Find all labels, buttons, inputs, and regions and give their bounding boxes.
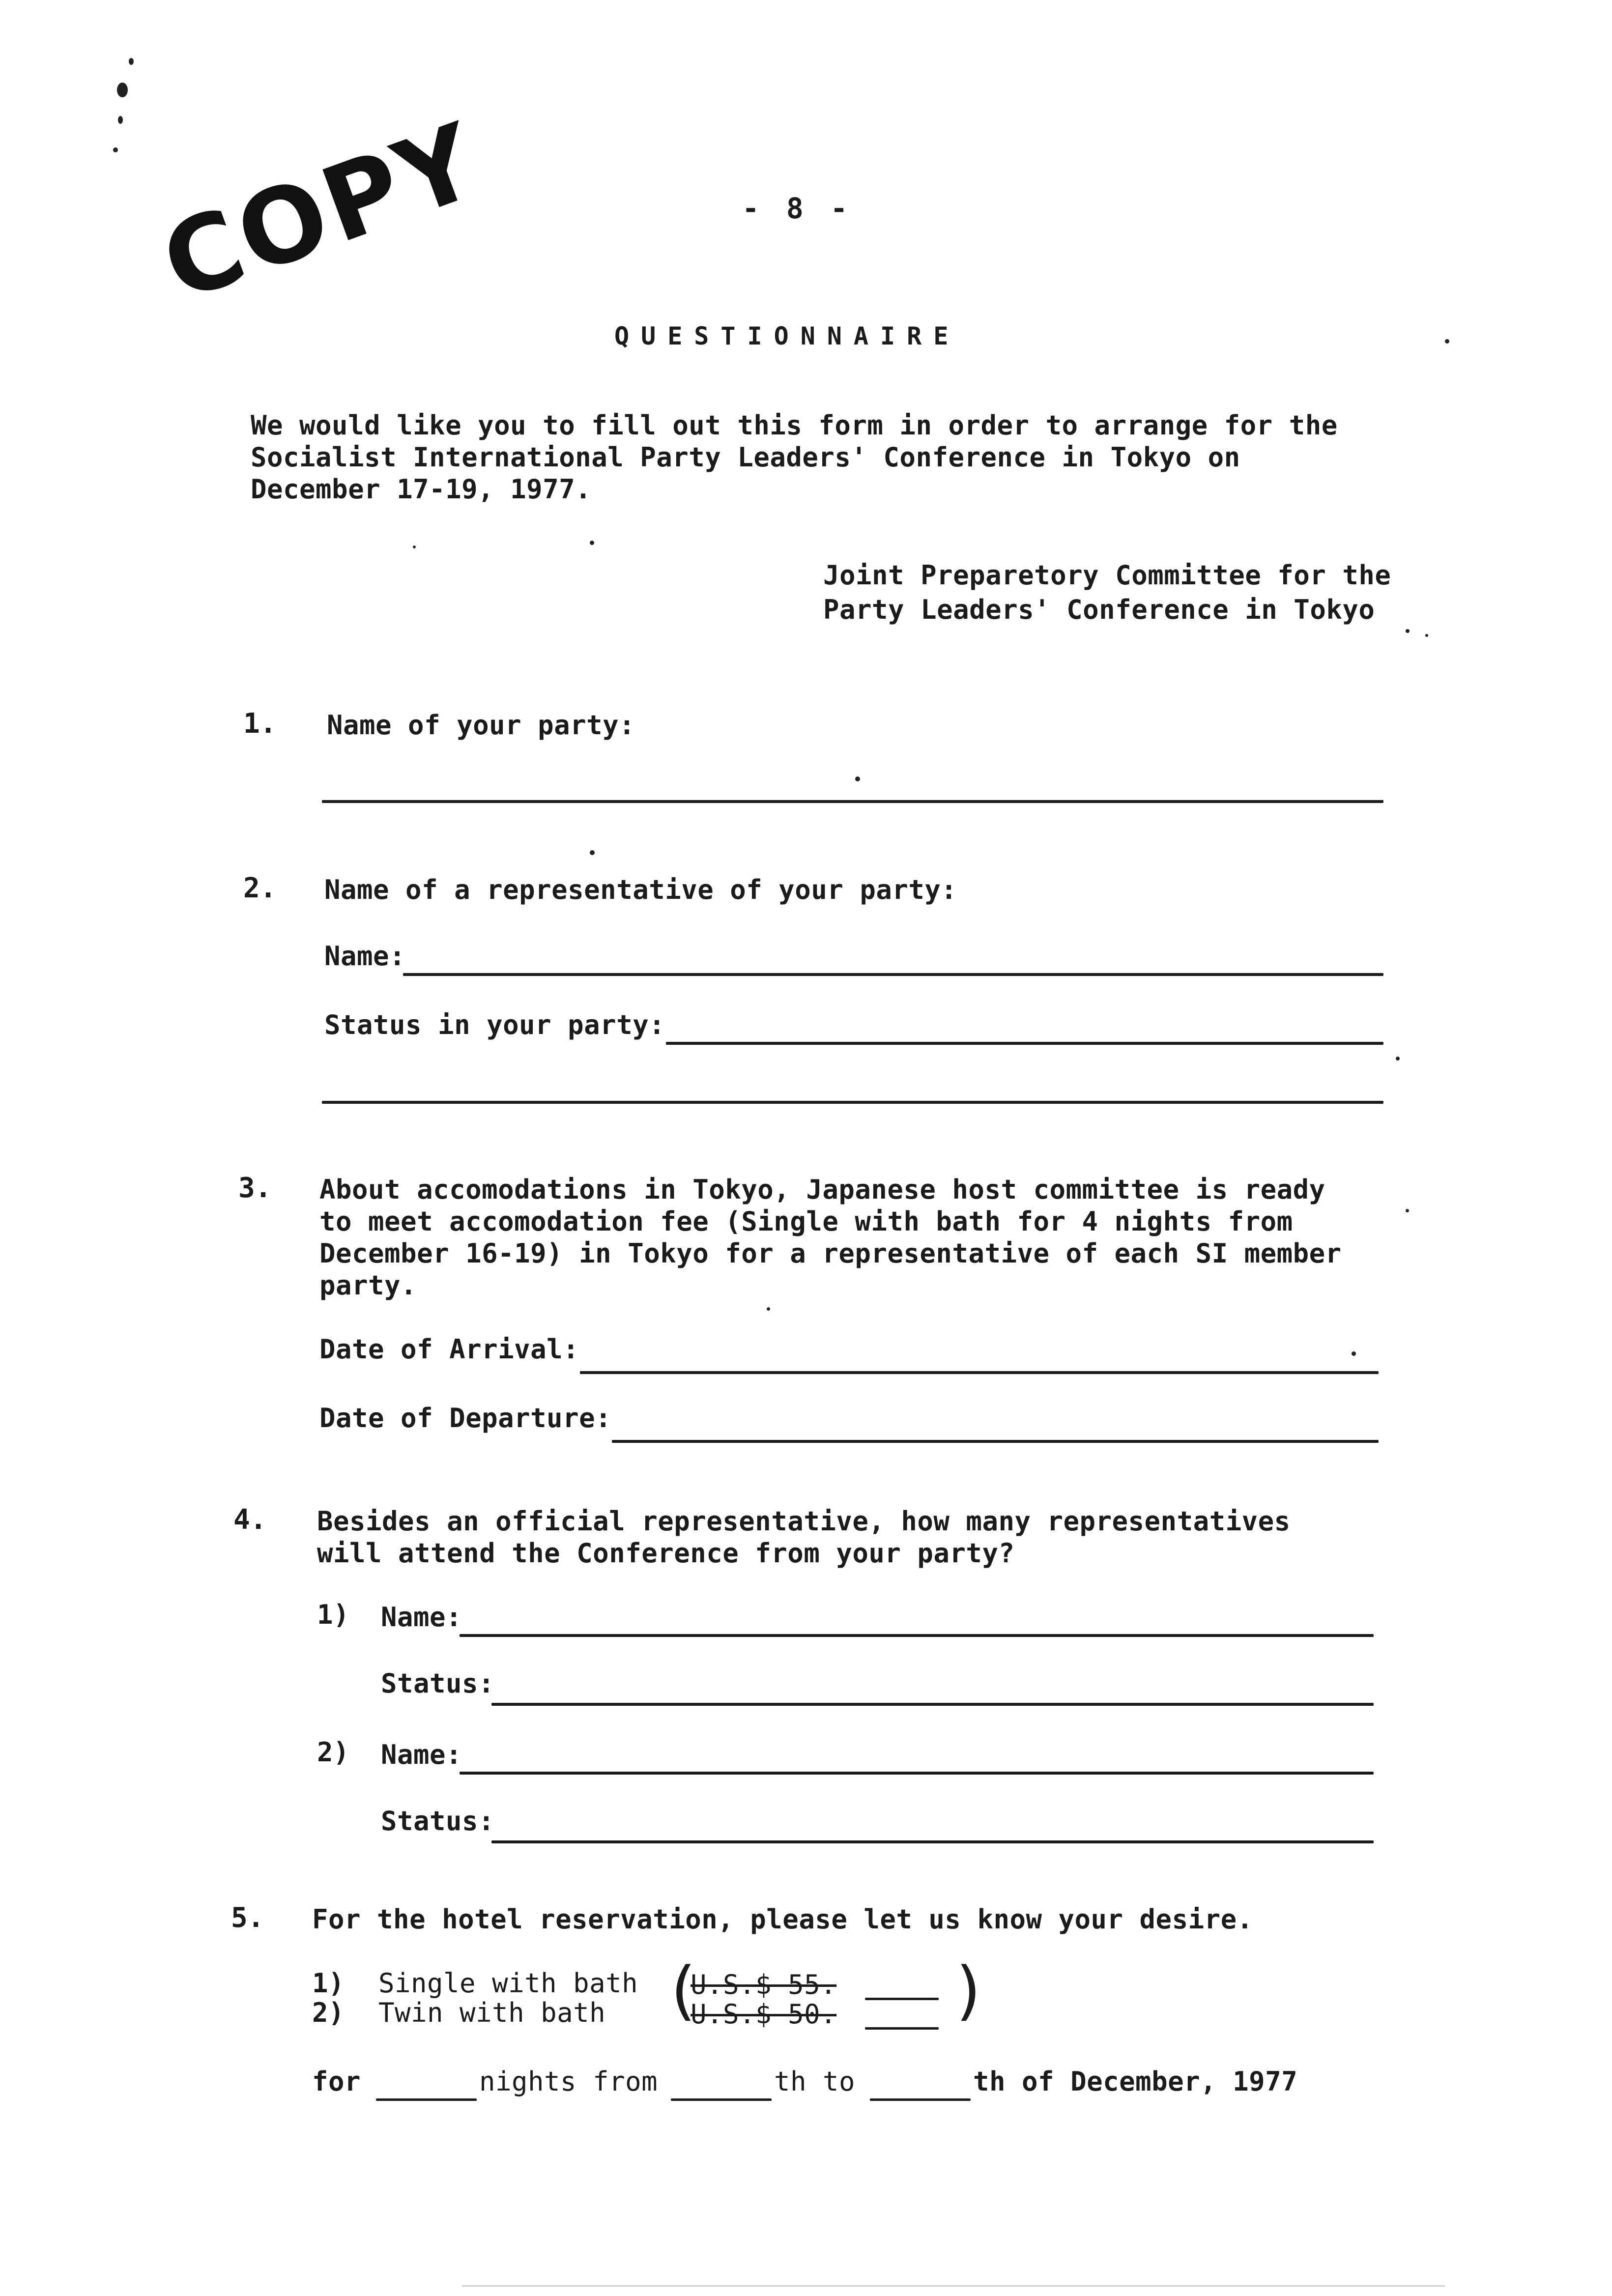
q2-number: 2. xyxy=(243,872,277,904)
q4-entry-2-status-label: Status: xyxy=(381,1806,495,1837)
q1-number: 1. xyxy=(243,708,277,740)
q4-entry-1-name-input[interactable] xyxy=(460,1634,1374,1637)
q5-th-of: th of December, 1977 xyxy=(973,2066,1298,2097)
intro-line-3: December 17-19, 1977. xyxy=(251,474,592,505)
q5-th-to: th to xyxy=(774,2066,856,2097)
q4-entry-1-index: 1) xyxy=(317,1599,350,1630)
q5-option-2-label: Twin with bath xyxy=(378,1997,606,2028)
q3-line-3: December 16-19) in Tokyo for a representative of each SI member xyxy=(319,1238,1342,1269)
q4-entry-2-name-label: Name: xyxy=(381,1739,462,1770)
q3-arrival-input[interactable] xyxy=(580,1371,1379,1374)
q4-entry-2-status-input[interactable] xyxy=(491,1840,1374,1843)
q5-option-1-price: U.S.$ 55. xyxy=(691,1969,837,2000)
document-heading: QUESTIONNAIRE xyxy=(614,322,960,350)
q2-label: Name of a representative of your party: xyxy=(324,874,957,905)
q5-number: 5. xyxy=(231,1902,264,1934)
q5-option-2-price: U.S.$ 50. xyxy=(691,1999,837,2030)
q4-entry-2-index: 2) xyxy=(317,1737,350,1768)
scan-edge-line xyxy=(462,2285,1445,2287)
q3-departure-label: Date of Departure: xyxy=(319,1403,612,1434)
q5-option-2-input[interactable] xyxy=(865,2027,939,2030)
q5-option-1-label: Single with bath xyxy=(378,1968,638,1999)
q5-right-brace-icon: ) xyxy=(956,1953,981,2028)
q5-left-brace-icon: ( xyxy=(671,1953,696,2028)
q5-nights-from: nights from xyxy=(479,2066,658,2097)
signature-line-1: Joint Preparetory Committee for the xyxy=(823,560,1391,591)
q5-nights-for: for xyxy=(312,2066,361,2097)
q5-from-date-input[interactable] xyxy=(671,2098,772,2101)
q5-option-1-index: 1) xyxy=(312,1968,345,1999)
q4-entry-1-name-label: Name: xyxy=(381,1602,462,1633)
q2-name-label: Name: xyxy=(324,941,406,972)
q2-status-label: Status in your party: xyxy=(324,1009,665,1040)
q5-label: For the hotel reservation, please let us know your desire. xyxy=(312,1904,1253,1935)
q5-option-1-input[interactable] xyxy=(865,1998,939,2000)
q3-departure-input[interactable] xyxy=(612,1440,1379,1443)
q3-line-1: About accomodations in Tokyo, Japanese host committee is ready xyxy=(319,1174,1325,1205)
intro-line-1: We would like you to fill out this form in order to arrange for the xyxy=(251,410,1338,441)
q4-entry-1-status-label: Status: xyxy=(381,1668,495,1699)
q4-entry-1-status-input[interactable] xyxy=(491,1703,1374,1706)
signature-line-2: Party Leaders' Conference in Tokyo xyxy=(823,594,1375,625)
q4-entry-2-name-input[interactable] xyxy=(460,1772,1374,1775)
q2-status-extra-input[interactable] xyxy=(322,1101,1383,1104)
q3-arrival-label: Date of Arrival: xyxy=(319,1334,579,1365)
intro-line-2: Socialist International Party Leaders' Conference in Tokyo on xyxy=(251,442,1240,473)
q5-to-date-input[interactable] xyxy=(870,2098,971,2101)
q5-nights-input[interactable] xyxy=(376,2098,477,2101)
copy-stamp: COPY xyxy=(147,100,495,325)
q4-number: 4. xyxy=(233,1504,267,1536)
q2-name-input[interactable] xyxy=(403,973,1383,976)
q3-line-2: to meet accomodation fee (Single with bath for 4 nights from xyxy=(319,1206,1293,1237)
q5-option-2-index: 2) xyxy=(312,1997,345,2028)
q2-status-input[interactable] xyxy=(666,1042,1383,1045)
page-number: - 8 - xyxy=(742,192,853,225)
q3-line-4: party. xyxy=(319,1270,417,1301)
q4-line-1: Besides an official representative, how many representatives xyxy=(317,1506,1291,1537)
q3-number: 3. xyxy=(238,1172,272,1204)
q1-party-input[interactable] xyxy=(322,800,1383,803)
q1-label: Name of your party: xyxy=(327,710,635,741)
q4-line-2: will attend the Conference from your party? xyxy=(317,1538,1015,1569)
